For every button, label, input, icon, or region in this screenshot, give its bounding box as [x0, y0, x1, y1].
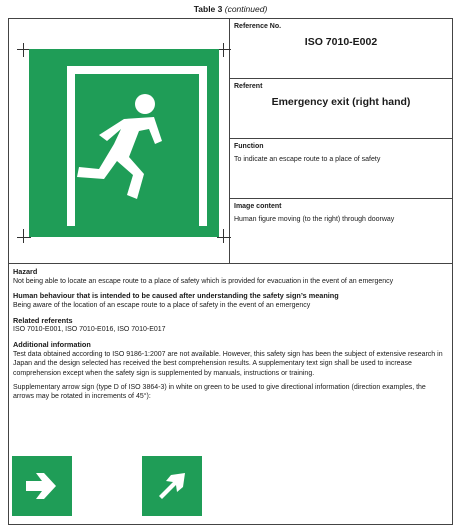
crop-mark [217, 237, 231, 238]
function-value: To indicate an escape route to a place of safety [234, 156, 381, 163]
hazard-text: Not being able to locate an escape route to a place of safety which is provided for evacuation in the event of an emergency [13, 277, 394, 285]
additional-info-paragraph-1: Test data obtained according to ISO 9186-1:2007 are not available. However, this safety sign has been the subject of extensive research in Japan and the design selected has received the best comprehension results. A supplementary text sign shall be used to increase comprehension except when the safety sign is supplemented by manuals, instructions or training. [13, 350, 443, 377]
reference-cell [230, 19, 452, 79]
referent-cell [230, 79, 452, 139]
caption-prefix: Table 3 [193, 4, 225, 14]
additional-info-paragraph-2: Supplementary arrow sign (type D of ISO 3864-3) in white on green to be used to give directional information (direction examples, the arrows may be rotated in increments of 45°): [13, 384, 426, 401]
crop-mark [17, 237, 31, 238]
arrow-right-sign-icon [12, 456, 72, 516]
function-label: Function [234, 143, 264, 150]
hazard-label: Hazard [13, 267, 38, 276]
referent-label: Referent [234, 83, 263, 90]
crop-mark [223, 229, 224, 243]
function-cell [230, 139, 452, 199]
related-referents-label: Related referents [13, 315, 73, 325]
table-caption [0, 4, 461, 14]
image-content-cell [230, 199, 452, 263]
additional-info-label: Additional information [13, 339, 91, 349]
sign-info-column [230, 19, 452, 263]
behaviour-label: Human behaviour that is intended to be caused after understanding the safety sign’s meaning [13, 291, 339, 301]
crop-mark [23, 43, 24, 57]
emergency-exit-sign-icon [29, 49, 219, 237]
sign-table [8, 18, 453, 525]
image-content-value: Human figure moving (to the right) through doorway [234, 216, 395, 223]
related-referents-text: ISO 7010-E001, ISO 7010-E016, ISO 7010-E017 [13, 326, 166, 334]
reference-number: ISO 7010-E002 [304, 36, 378, 48]
referent-value: Emergency exit (right hand) [271, 96, 411, 108]
crop-mark [223, 43, 224, 57]
behaviour-text: Being aware of the location of an escape route to a place of safety in the event of an emergency [13, 302, 311, 310]
arrow-up-right-sign-icon [142, 456, 202, 516]
reference-label: Reference No. [234, 23, 282, 30]
crop-mark [217, 49, 231, 50]
sign-image-cell [9, 19, 230, 263]
caption-suffix: (continued) [224, 4, 268, 14]
image-content-label: Image content [234, 203, 282, 210]
crop-mark [23, 229, 24, 243]
details-section [9, 263, 452, 407]
